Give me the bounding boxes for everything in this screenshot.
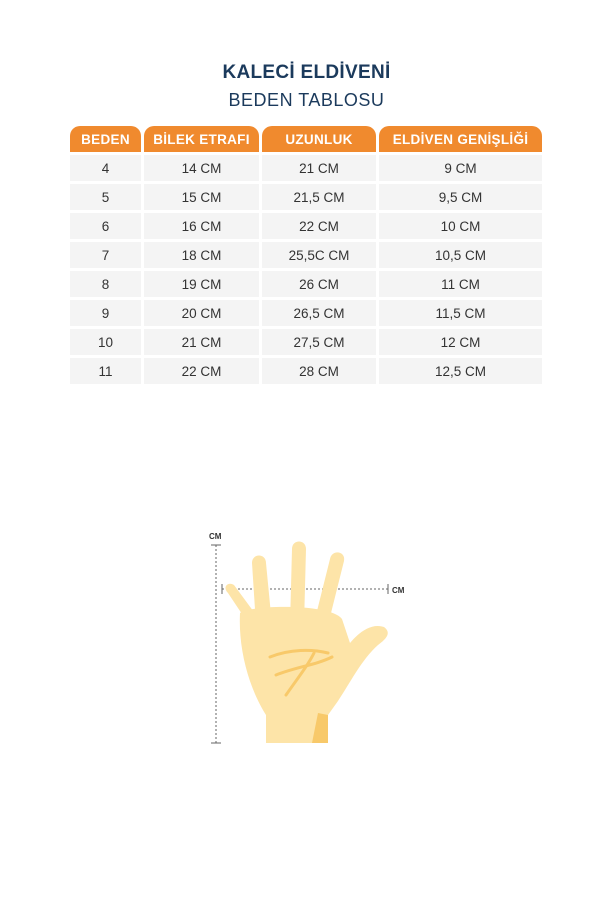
cell-width: 9 CM: [379, 155, 542, 181]
cell-width: 11 CM: [379, 271, 542, 297]
cell-length: 21,5 CM: [262, 184, 376, 210]
size-chart-table: [70, 126, 542, 384]
cell-size: 9: [70, 300, 141, 326]
cell-length: 25,5C CM: [262, 242, 376, 268]
cell-width: 12 CM: [379, 329, 542, 355]
cell-size: 11: [70, 358, 141, 384]
cell-size: 8: [70, 271, 141, 297]
cell-wrist: 19 CM: [144, 271, 259, 297]
cell-length: 26 CM: [262, 271, 376, 297]
cell-wrist: 16 CM: [144, 213, 259, 239]
header-size: BEDEN: [70, 126, 141, 152]
cell-width: 10 CM: [379, 213, 542, 239]
cell-size: 6: [70, 213, 141, 239]
cell-wrist: 21 CM: [144, 329, 259, 355]
cell-wrist: 15 CM: [144, 184, 259, 210]
cell-size: 5: [70, 184, 141, 210]
cell-length: 28 CM: [262, 358, 376, 384]
header-length: UZUNLUK: [262, 126, 376, 152]
hand-measurement-icon: [200, 525, 420, 755]
page-subtitle: BEDEN TABLOSU: [228, 90, 385, 110]
cell-length: 21 CM: [262, 155, 376, 181]
cell-wrist: 14 CM: [144, 155, 259, 181]
page-title: KALECİ ELDİVENİ: [222, 62, 391, 83]
cell-wrist: 20 CM: [144, 300, 259, 326]
vertical-unit-label: CM: [209, 532, 222, 541]
cell-length: 26,5 CM: [262, 300, 376, 326]
cell-size: 10: [70, 329, 141, 355]
cell-size: 7: [70, 242, 141, 268]
cell-width: 11,5 CM: [379, 300, 542, 326]
cell-length: 22 CM: [262, 213, 376, 239]
cell-wrist: 18 CM: [144, 242, 259, 268]
hand-illustration: [200, 525, 420, 755]
header-wrist: BİLEK ETRAFI: [144, 126, 259, 152]
cell-width: 9,5 CM: [379, 184, 542, 210]
cell-size: 4: [70, 155, 141, 181]
cell-width: 10,5 CM: [379, 242, 542, 268]
cell-length: 27,5 CM: [262, 329, 376, 355]
header-width: ELDİVEN GENİŞLİĞİ: [379, 126, 542, 152]
horizontal-unit-label: CM: [392, 586, 405, 595]
cell-wrist: 22 CM: [144, 358, 259, 384]
cell-width: 12,5 CM: [379, 358, 542, 384]
